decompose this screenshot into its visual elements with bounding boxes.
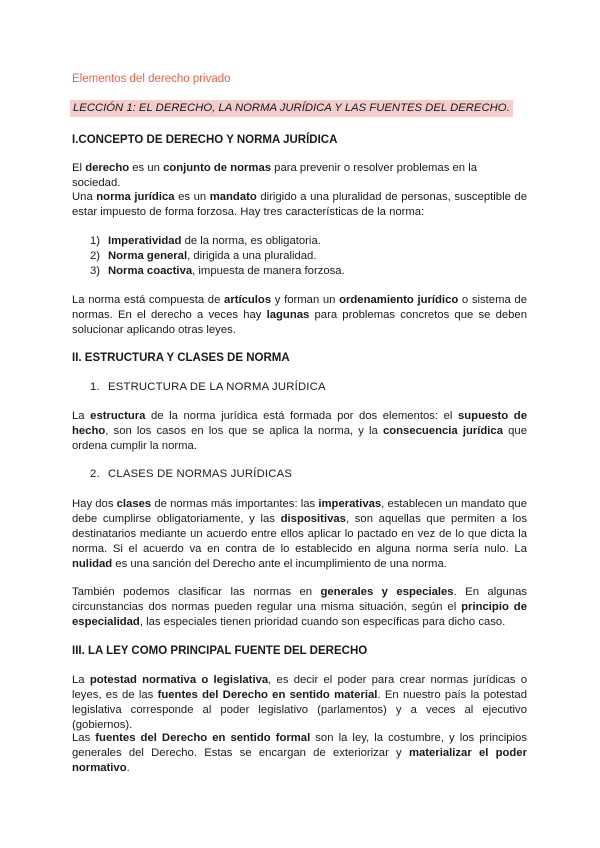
list-item: 2) Norma general, dirigida a una pluralidad. [90, 250, 317, 262]
paragraph-generales-especiales: También podemos clasificar las normas en generales y especiales. En algunas circunstancias dos normas pueden regular una misma situación, según el principio de especialidad, las especiales tienen prioridad cuando son específicas para dicho caso. [72, 586, 528, 628]
paragraph-derecho: El derecho es un conjunto de normas para prevenir o resolver problemas en la sociedad. [72, 162, 477, 189]
subheading-clases: 2. CLASES DE NORMAS JURÍDICAS [90, 468, 293, 480]
list-item: 3) Norma coactiva, impuesta de manera forzosa. [90, 265, 345, 277]
lesson-title: LECCIÓN 1: EL DERECHO, LA NORMA JURÍDICA Y LAS FUENTES DEL DERECHO. [70, 100, 513, 117]
section-heading-1: I.CONCEPTO DE DERECHO Y NORMA JURÍDICA [72, 134, 338, 146]
section-heading-2: II. ESTRUCTURA Y CLASES DE NORMA [72, 352, 290, 364]
paragraph-clases: Hay dos clases de normas más importantes: las imperativas, establecen un mandato que debe cumplirse obligatoriamente, y las dispositivas, son aquellas que permiten a los destinatarios mediante un acuerdo entre ellos aplicar lo pactado en vez de lo que dicta la norma. Si el acuerdo va en contra de lo establecido en alguna norma sería nulo. La nulidad es una sanción del Derecho ante el incumplimiento de una norma. [72, 498, 527, 570]
document-title: Elementos del derecho privado [72, 73, 231, 85]
paragraph-norma-juridica: Una norma jurídica es un mandato dirigido a una pluralidad de personas, susceptible de estar impuesto de forma forzosa. Hay tres características de la norma: [72, 191, 527, 218]
paragraph-estructura: La estructura de la norma jurídica está formada por dos elementos: el supuesto de hecho, son los casos en los que se aplica la norma, y la consecuencia jurídica que ordena cumplir la norma. [72, 410, 527, 452]
list-item: 1) Imperatividad de la norma, es obligatoria. [90, 235, 321, 247]
paragraph-fuentes-formal: Las fuentes del Derecho en sentido formal son la ley, la costumbre, y los principios generales del Derecho. Estas se encargan de exteriorizar y materializar el poder normativo. [72, 732, 527, 774]
paragraph-potestad: La potestad normativa o legislativa, es decir el poder para crear normas jurídicas o leyes, es de las fuentes del Derecho en sentido material. En nuestro país la potestad legislativa corresponde al poder legislativo (parlamentos) y a veces al ejecutivo (gobiernos). [72, 674, 527, 731]
section-heading-3: III. LA LEY COMO PRINCIPAL FUENTE DEL DERECHO [72, 645, 368, 657]
subheading-estructura: 1. ESTRUCTURA DE LA NORMA JURÍDICA [90, 381, 326, 393]
paragraph-articulos: La norma está compuesta de artículos y forman un ordenamiento jurídico o sistema de normas. En el derecho a veces hay lagunas para problemas concretos que se deben solucionar aplicando otras leyes. [72, 294, 527, 336]
